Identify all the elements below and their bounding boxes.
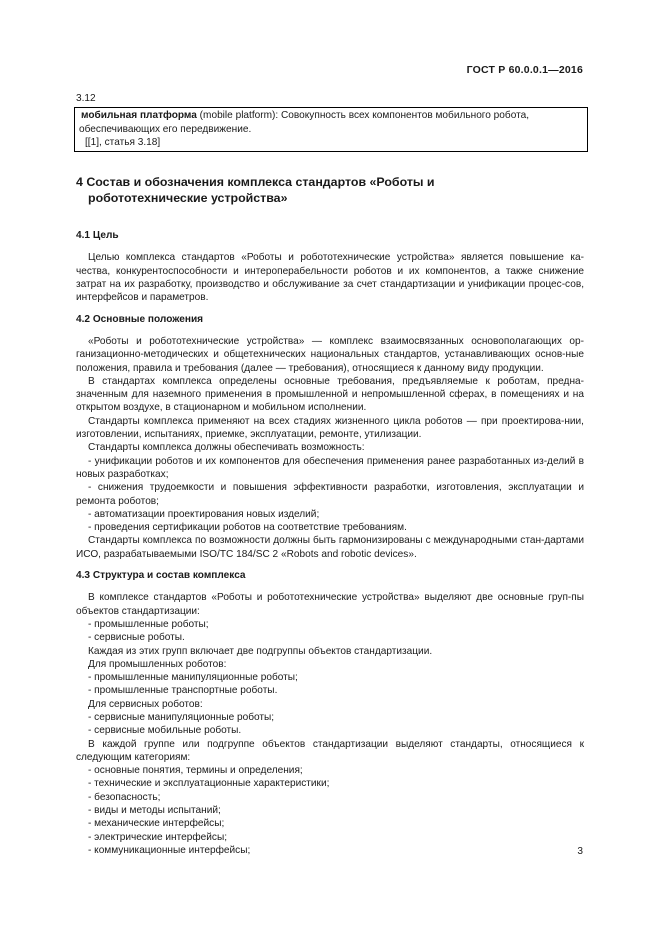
term-definition-box [74, 107, 588, 152]
list-item: - основные понятия, термины и определения; [88, 765, 303, 777]
section-4-2-paragraph-4: Стандарты комплекса должны обеспечивать возможность: [88, 442, 365, 454]
term-number: 3.12 [76, 93, 96, 104]
section-4-2-heading: 4.2 Основные положения [76, 313, 204, 325]
term-name: мобильная платформа [81, 110, 197, 122]
list-item: - сервисные мобильные роботы. [88, 725, 242, 737]
list-item: - коммуникационные интерфейсы; [88, 844, 251, 856]
list-item: - снижения трудоемкости и повышения эффективности разработки, изготовления, эксплуатации и ремонта роботов; [76, 482, 584, 507]
page-content [76, 92, 584, 857]
term-definition-line1 [79, 109, 583, 122]
list-item: - проведения сертификации роботов на соответствие требованиям. [88, 522, 407, 534]
section-4-3-heading: 4.3 Структура и состав комплекса [76, 570, 246, 582]
section-4-3-paragraph-5: В каждой группе или подгруппе объектов стандартизации выделяют стандарты, относящиеся к следующим категориям: [76, 738, 584, 763]
section-4-3-paragraph-4: Для сервисных роботов: [88, 698, 203, 710]
list-item: - промышленные транспортные роботы. [88, 685, 278, 697]
term-definition-rest: (mobile platform): Совокупность всех компонентов мобильного робота, [196, 110, 530, 122]
list-item: - механические интерфейсы; [88, 818, 225, 830]
section-4-1-paragraph: Целью комплекса стандартов «Роботы и робототехнические устройства» является повышение ка-чества, конкурентоспособности и интероперабельности роботов и их компонентов, а также снижение затрат на их разработку, производство и обслуживание за счет стандартизации и унификации процес-сов, интерфейсов и параметров. [76, 252, 584, 304]
section-4-3-paragraph-3: Для промышленных роботов: [88, 658, 227, 670]
section-4-title-line1: 4 Состав и обозначения комплекса стандартов «Роботы и [76, 175, 435, 190]
section-4-3-paragraph-1: В комплексе стандартов «Роботы и робототехнические устройства» выделяют две основные груп-пы объектов стандартизации: [76, 592, 584, 617]
standard-id-header: ГОСТ Р 60.0.0.1—2016 [466, 64, 583, 76]
page-number: 3 [577, 846, 583, 857]
section-4-2-paragraph-2: В стандартах комплекса определены основные требования, предъявляемые к роботам, предна-значенным для наземного применения в промышленной и непромышленной сферах, в помещениях и на открытом воздухе, в стационарном и мобильном исполнении. [76, 375, 584, 414]
list-item: - виды и методы испытаний; [88, 805, 221, 817]
section-4-1-heading: 4.1 Цель [76, 230, 119, 242]
section-4-2-paragraph-1: «Роботы и робототехнические устройства» — комплекс взаимосвязанных основополагающих ор-ганизационно-методических и общетехнических национальных стандартов, устанавливающих основ-ные положения, правила и требования (далее — требования), относящиеся к данному виду продукции. [76, 335, 584, 374]
section-4-title-line2: робототехнические устройства» [88, 190, 288, 205]
list-item: - автоматизации проектирования новых изделий; [88, 508, 320, 520]
list-item: - унификации роботов и их компонентов для обеспечения применения ранее разработанных из-делий в новых разработках; [76, 455, 584, 480]
term-definition-line2: обеспечивающих его передвижение. [79, 123, 252, 135]
list-item: - промышленные манипуляционные роботы; [88, 672, 298, 684]
section-4-2-paragraph-5: Стандарты комплекса по возможности должны быть гармонизированы с международными стан-дартами ИСО, разрабатываемыми ISO/TC 184/SC 2 «Robots and robotic devices». [76, 535, 584, 560]
list-item: - сервисные манипуляционные роботы; [88, 711, 275, 723]
list-item: - технические и эксплуатационные характеристики; [88, 778, 330, 790]
section-4-2-paragraph-3: Стандарты комплекса применяют на всех стадиях жизненного цикла роботов — при проектирова-нии, изготовлении, испытаниях, приемке, эксплуатации, ремонте, утилизации. [76, 415, 584, 441]
section-4-3-paragraph-2: Каждая из этих групп включает две подгруппы объектов стандартизации. [88, 645, 433, 657]
list-item: - безопасность; [88, 791, 161, 803]
list-item: - промышленные роботы; [88, 618, 209, 630]
term-reference: [[1], статья 3.18] [85, 136, 161, 148]
list-item: - сервисные роботы. [88, 632, 185, 644]
list-item: - электрические интерфейсы; [88, 831, 228, 843]
section-4-title [76, 175, 584, 206]
